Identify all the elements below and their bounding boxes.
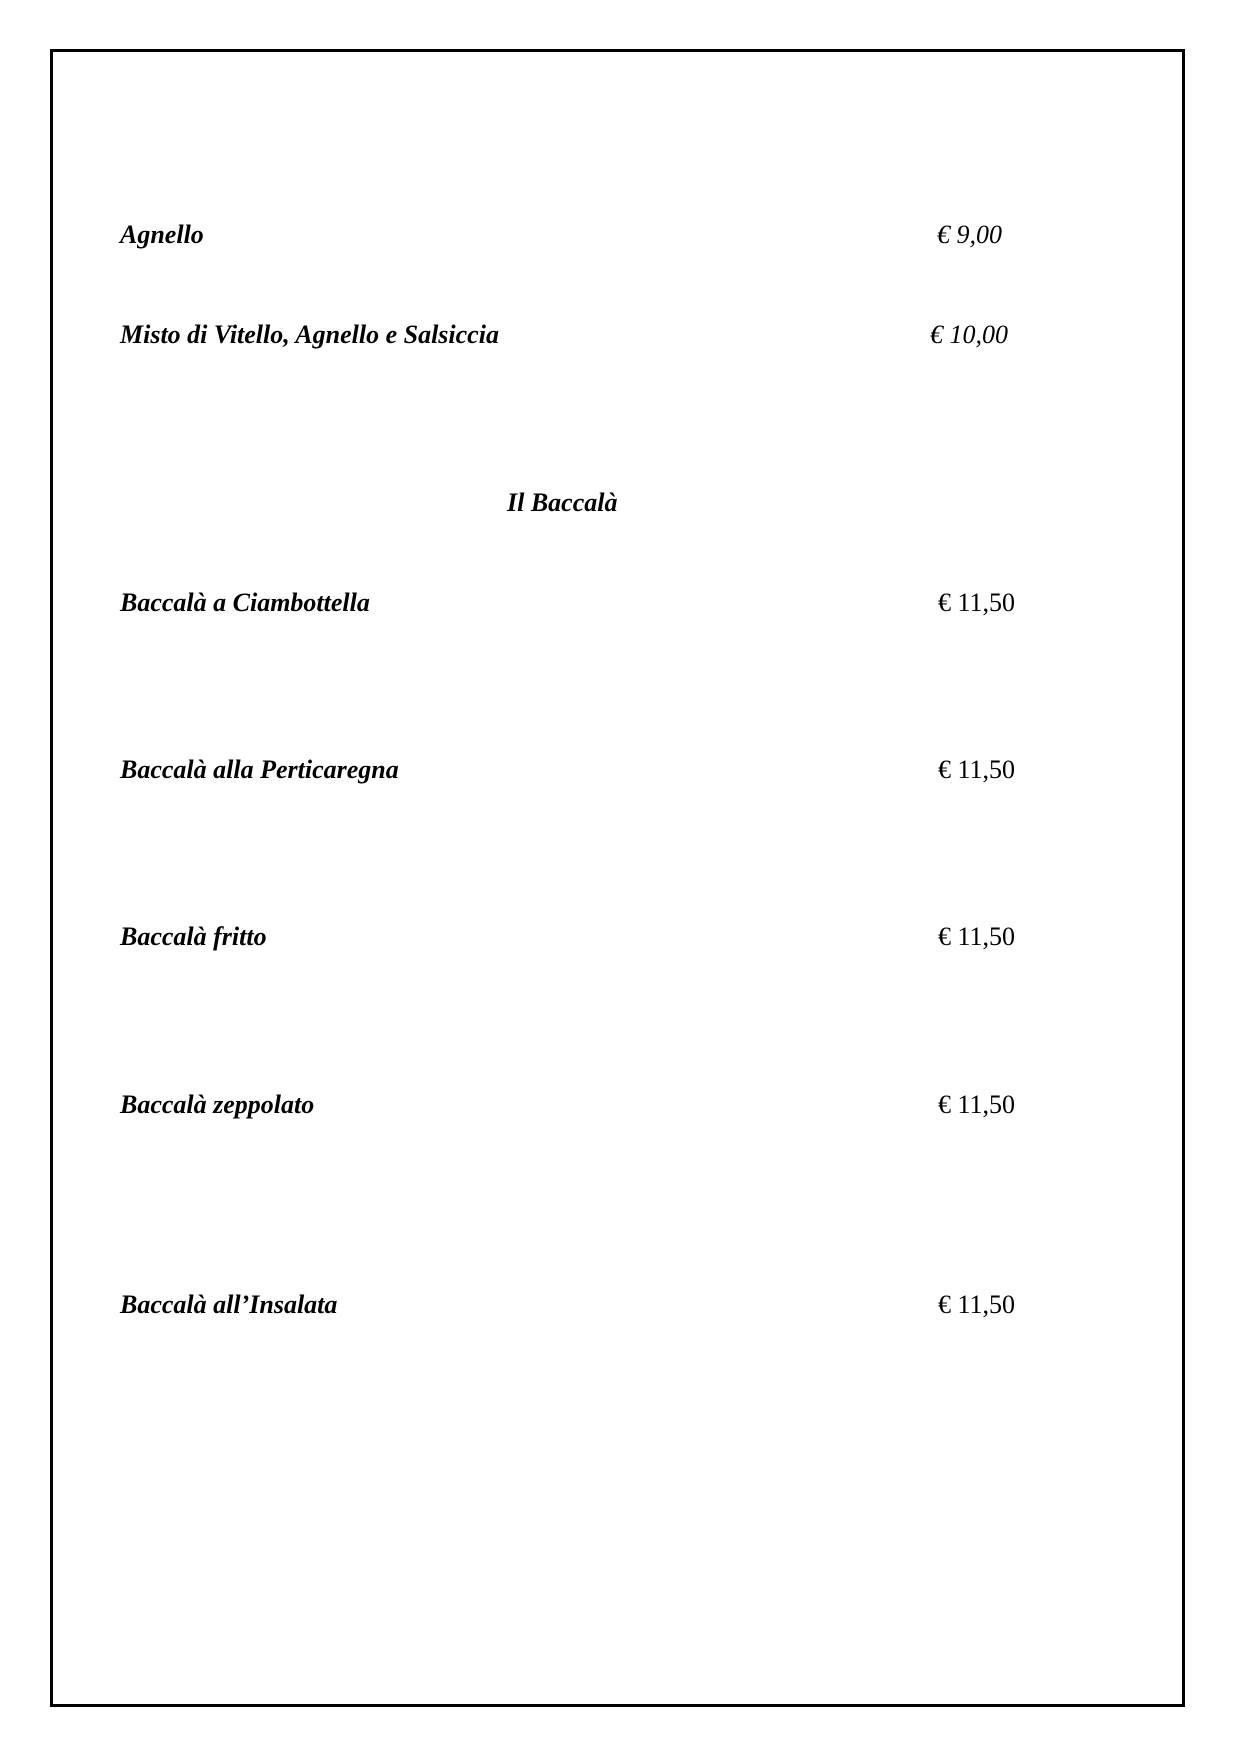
menu-item-price: € 11,50 — [938, 1290, 1016, 1319]
menu-item-price: € 11,50 — [938, 922, 1016, 951]
menu-item-price: € 9,00 — [937, 220, 1002, 249]
menu-item-name: Misto di Vitello, Agnello e Salsiccia — [120, 320, 499, 349]
menu-item-price: € 10,00 — [930, 320, 1008, 349]
menu-item-name: Baccalà alla Perticaregna — [120, 755, 399, 784]
menu-item-name: Baccalà zeppolato — [120, 1090, 315, 1119]
menu-item-price: € 11,50 — [938, 588, 1016, 617]
section-title: Il Baccalà — [507, 488, 618, 517]
menu-item-name: Baccalà a Ciambottella — [120, 588, 370, 617]
menu-item-name: Baccalà fritto — [120, 922, 267, 951]
menu-item-name: Baccalà all’Insalata — [120, 1290, 338, 1319]
menu-item-price: € 11,50 — [938, 755, 1016, 784]
menu-item-price: € 11,50 — [938, 1090, 1016, 1119]
menu-item-name: Agnello — [120, 220, 204, 249]
page-border — [50, 49, 1185, 1707]
